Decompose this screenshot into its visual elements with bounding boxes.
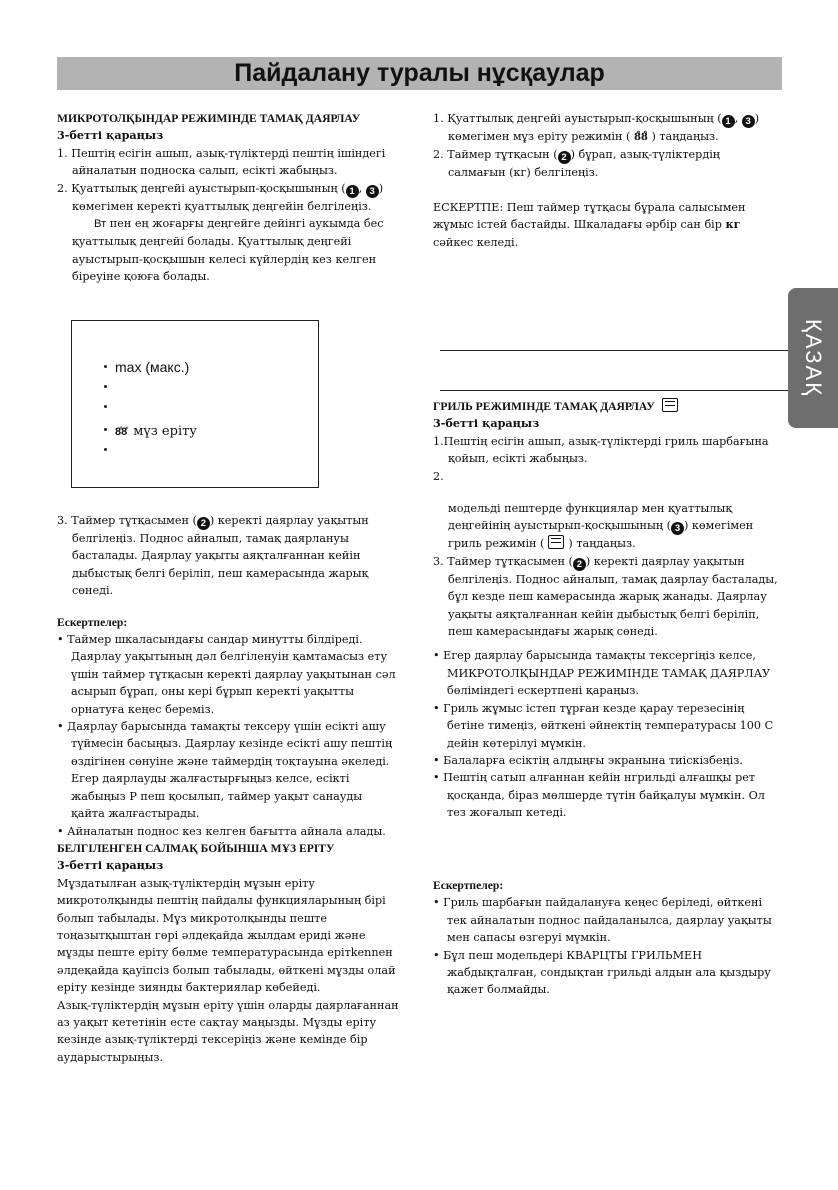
power-level-max (104, 359, 189, 375)
right-column-grill (433, 398, 778, 822)
circle-3-icon: 3 (742, 115, 755, 128)
language-tab-label: ҚАЗАҚ (801, 318, 826, 398)
grill-bullet-3: • Балаларға есіктің алдыңғы экранына тиіскізбеңіз. (433, 753, 743, 767)
defrost-icon: 8̊8̊ (115, 426, 128, 438)
circle-1-icon: 1 (346, 185, 359, 198)
micro-step-1: 1. Пештің есігін ашып, азық-түліктерді пештің ішіндегі айналатын подноска салып, есікті жабыңыз. (57, 146, 386, 178)
micro-step-2-text-a: 2. Қуаттылық деңгейі ауыстырып-қосқышының ( (57, 181, 346, 195)
divider-line (440, 390, 788, 391)
power-level-max-label: max (макс.) (115, 359, 190, 375)
grill-bullet-4: • Пештің сатып алғаннан кейін нгрильді алғашқы рет қосқанда, біраз мөлшерде түтін байқалуы мүмкін. Ол тез жоғалып кетеді. (433, 771, 765, 820)
grill-icon (548, 535, 564, 549)
defrost-paragraph-1: Мұздатылған азық-түліктердің мұзын еріту микротолқынды пештің пайдалы функцияларының бірі болып табылады. Мұз микротолқынды пеште тоңазытқыштан гөрі әлдеқайда жылдам ериді және мұзды пеште еріту бөлме температурасында ерітkennен әлдеқайда қауіпсіз болып табылады, өйткені мұзды олай еріту кезінде зиянды бактериялар көбейеді. (57, 876, 396, 995)
grill-note-2-text: Бұл пеш модельдері КВАРЦТЫ ГРИЛЬМЕН жабдықталған, сондықтан грильді алдын ала қыздыру қажет болмайды. (443, 948, 771, 997)
power-level-5 (104, 442, 115, 458)
micro-note-3: • Айналатын поднос кез келген бағытта айнала алады. (57, 824, 386, 838)
micro-heading: МИКРОТОЛҚЫНДАР РЕЖИМІНДЕ ТАМАҚ ДАЯРЛАУ (57, 112, 361, 125)
circle-2-icon: 2 (573, 558, 586, 571)
grill-step-1: 1.Пештің есігін ашып, азық-түліктерді гриль шарбағына қойып, есікті жабыңыз. (433, 434, 769, 466)
bullet-icon (104, 365, 107, 368)
defrost-heading: БЕЛГІЛЕНГЕН САЛМАҚ БОЙЫНША МҰЗ ЕРІТУ (57, 841, 335, 855)
micro-step-2: 2. Қуаттылық деңгейі ауыстырып-қосқышының ( 1 , 3 ) көмегімен керекті қуаттылық деңгейін белгілеңіз. Вт пен ең жоғарғы деңгейге дейінгі аукымда бес қуаттылық деңгейі болады. Қуаттылық деңгейі ауыстырып-қосқышын келесі күйлердің кез келген біреуіне қоюға болады. (57, 181, 384, 284)
circle-2-icon: 2 (197, 517, 210, 530)
micro-step-3 (57, 512, 399, 600)
grill-heading-text: ГРИЛЬ РЕЖИМІНДЕ ТАМАҚ ДАЯРЛАУ (433, 400, 655, 413)
defrost-step-1-text-b: ) көмегімен мұз еріту режимін ( (448, 112, 760, 143)
grill-note-2: • Бұл пеш модельдері КВАРЦТЫ ГРИЛЬМЕН жабдықталған, сондықтан грильді алдын ала қыздыру қажет болмайды. (433, 948, 771, 997)
micro-step-3-text-b: ) керекті даярлау уақытын белгілеңіз. Поднос айналып, тамақ даярлануы басталады. Даярлау уақыты аяқталғаннан кейін дыбыстық белгі беріліп, пеш камерасында жарық сөнеді. (72, 514, 369, 598)
defrost-note (433, 199, 778, 251)
grill-notes-heading: Ескертпелер: (433, 879, 504, 892)
circle-3-icon: 3 (671, 522, 684, 535)
defrost-step-2-text-b: ) бұрап, азық-түліктердің салмағын (кг) белгілеңіз. (448, 148, 720, 180)
grill-step-2 (433, 500, 778, 553)
defrost-step-1-text-a: 1. Қуаттылық деңгейі ауыстырып-қосқышының ( (433, 112, 722, 125)
micro-note-2-text: Даярлау барысында тамақты тексеру үшін есікті ашу түймесін басыңыз. Даярлау кезінде есікті ашу пештің өздігінен сөнуіне және таймердің тоқтауына әкеледі. Егер даярлауды жалғастырғыңыз келсе, есікті жабыңыз Р пеш қосылып, таймер уақыт санауды қайта жалғастырады. (67, 720, 393, 821)
title-bar (57, 57, 782, 90)
circle-1-icon: 1 (722, 115, 735, 128)
defrost-step-2 (433, 146, 778, 181)
watt-unit: Вт (94, 218, 107, 231)
bullet-icon (104, 385, 107, 388)
grill-heading (433, 398, 778, 415)
bullet-icon (104, 448, 107, 451)
grill-bullet-4-text: Пештің сатып алғаннан кейін нгрильді алғашқы рет қосқанда, біраз мөлшерде түтін байқалуы мүмкін. Ол тез жоғалып кетеді. (443, 771, 765, 820)
bullet-icon (104, 428, 107, 431)
bullet-icon (104, 405, 107, 408)
grill-note-1-text: Гриль шарбағын пайдалануға кеңес беріледі, өйткені тек айналатын поднос пайдаланылса, даярлау уақыты мен сапасы өзгеруі мүмкін. (443, 896, 772, 945)
grill-bullet-2-text: Гриль жұмыс істеп тұрған кезде қарау терезесінің бетіне тимеңіз, өйткені әйнектің температурасы 100 С дейін көтерілуі мүмкін. (443, 701, 774, 750)
right-column-notes (433, 877, 778, 999)
grill-bullet-2: • Гриль жұмыс істеп тұрған кезде қарау терезесінің бетіне тимеңіз, өйткені әйнектің температурасы 100 С дейін көтерілуі мүмкін. (433, 701, 774, 750)
grill-step-2-text-a: модельді пештерде функциялар мен қуаттылық деңгейінің ауыстырып-қосқышының ( (448, 502, 733, 533)
grill-note-1: • Гриль шарбағын пайдалануға кеңес беріледі, өйткені тек айналатын поднос пайдаланылса, даярлау уақыты мен сапасы өзгеруі мүмкін. (433, 896, 772, 945)
defrost-step-1-text-c: ) таңдаңыз. (651, 130, 719, 143)
grill-icon (662, 398, 678, 412)
divider-line (440, 350, 788, 351)
language-tab (788, 288, 838, 428)
defrost-step-2-text-a: 2. Таймер тұтқасын ( (433, 148, 558, 162)
power-level-2 (104, 379, 115, 395)
defrost-ref: 3-бетті қараңыз (57, 858, 164, 873)
left-column-bottom (57, 512, 399, 1066)
micro-notes-heading: Ескертпелер: (57, 615, 128, 629)
defrost-note-text-a: ЕСКЕРТПЕ: Пеш таймер тұтқасы бұрала салысымен жұмыс істей бастайды. Шкаладағы әрбір сан бір (433, 200, 746, 232)
power-level-defrost-label: мүз еріту (133, 424, 197, 439)
page-title: Пайдалану туралы нұсқаулар (234, 59, 605, 87)
grill-bullet-1: • Егер даярлау барысында тамақты тексергіңіз келсе, МИКРОТОЛҚЫНДАР РЕЖИМІНДЕ ТАМАҚ ДАЯРЛАУ бөліміндегі ескертпені қараңыз. (433, 649, 771, 698)
micro-ref: 3-бетті қараңыз (57, 128, 164, 143)
power-level-3 (104, 399, 115, 415)
micro-step-3-text-a: 3. Таймер тұтқасымен ( (57, 514, 197, 527)
defrost-note-kg: кг (725, 217, 741, 232)
power-level-box (71, 320, 319, 488)
grill-bullet-3-text: Балаларға есіктің алдыңғы экранына тиіскізбеңіз. (443, 753, 743, 767)
defrost-icon: 8̊8̊ (633, 132, 648, 143)
circle-3-icon: 3 (366, 185, 379, 198)
circle-2-icon: 2 (558, 151, 571, 164)
grill-ref: 3-бетті қараңыз (433, 416, 540, 431)
grill-step-2-num: 2. (433, 469, 444, 483)
micro-note-1-text: Таймер шкаласындағы сандар минутты білдіреді. Даярлау уақытының дәл белгіленуін қамтамасыз ету үшін таймер тұтқасын керекті даярлау уақытынан сәл асырып бұрап, оны кері бұрып керекті уақытты орнатуға кеңес береміз. (67, 633, 396, 716)
power-level-defrost (104, 422, 197, 439)
grill-step-3-text-a: 3. Таймер тұтқасымен ( (433, 554, 573, 568)
micro-note-1: • Таймер шкаласындағы сандар минутты білдіреді. Даярлау уақытының дәл белгіленуін қамтамасыз ету үшін таймер тұтқасын керекті даярлау уақытынан сәл асырып бұрап, оны кері бұрып керекті уақытты орнатуға кеңес береміз. (57, 633, 396, 716)
grill-bullet-1-text: Егер даярлау барысында тамақты тексергіңіз келсе, МИКРОТОЛҚЫНДАР РЕЖИМІНДЕ ТАМАҚ ДАЯРЛАУ бөліміндегі ескертпені қараңыз. (443, 649, 771, 698)
left-column-top (57, 110, 397, 286)
defrost-step-1: 1. Қуаттылық деңгейі ауыстырып-қосқышының ( 1 , 3 ) көмегімен мұз еріту режимін ( 8̊8̊ ) таңдаңыз. (433, 112, 760, 143)
grill-step-2-text-b: ) көмегімен гриль режимін ( (448, 519, 754, 551)
micro-step-2-text-b: ) көмегімен керекті қуаттылық деңгейін белгілеңіз. (72, 181, 384, 213)
defrost-note-text-b: сәйкес келеді. (433, 235, 519, 249)
right-column-top (433, 110, 778, 251)
micro-note-2: • Даярлау барысында тамақты тексеру үшін есікті ашу түймесін басыңыз. Даярлау кезінде есікті ашу пештің өздігінен сөнуіне және таймердің тоқтауына әкеледі. Егер даярлауды жалғастырғыңыз келсе, есікті жабыңыз Р пеш қосылып, таймер уақыт санауды қайта жалғастырады. (57, 720, 393, 821)
grill-step-3 (433, 553, 778, 641)
defrost-paragraph-2: Азық-түліктердің мұзын еріту үшін оларды даярлағаннан аз уақыт кететінін есте сақтау маңызды. Мұзды еріту кезінде азық-түліктерді тексеріңіз және кемінде бір аударыстырыңыз. (57, 998, 399, 1064)
micro-note-3-text: Айналатын поднос кез келген бағытта айнала алады. (67, 824, 386, 838)
micro-step-2-text-c: пен ең жоғарғы деңгейге дейінгі аукымда бес қуаттылық деңгейі болады. Қуаттылық деңгейі ауыстырып-қосқышын келесі күйлердің кез келген біреуіне қоюға болады. (72, 217, 384, 284)
grill-step-3-text-b: ) керекті даярлау уақытын белгілеңіз. Поднос айналып, тамақ даярлау басталады, бұл кезде пеш камерасында жарық жанады. Даярлау уақыты аяқталғаннан кейін дыбыстық белгі беріліп, пеш камерасындағы жарық сөнеді. (448, 554, 778, 639)
grill-step-2-text-c: ) таңдаңыз. (568, 537, 636, 551)
